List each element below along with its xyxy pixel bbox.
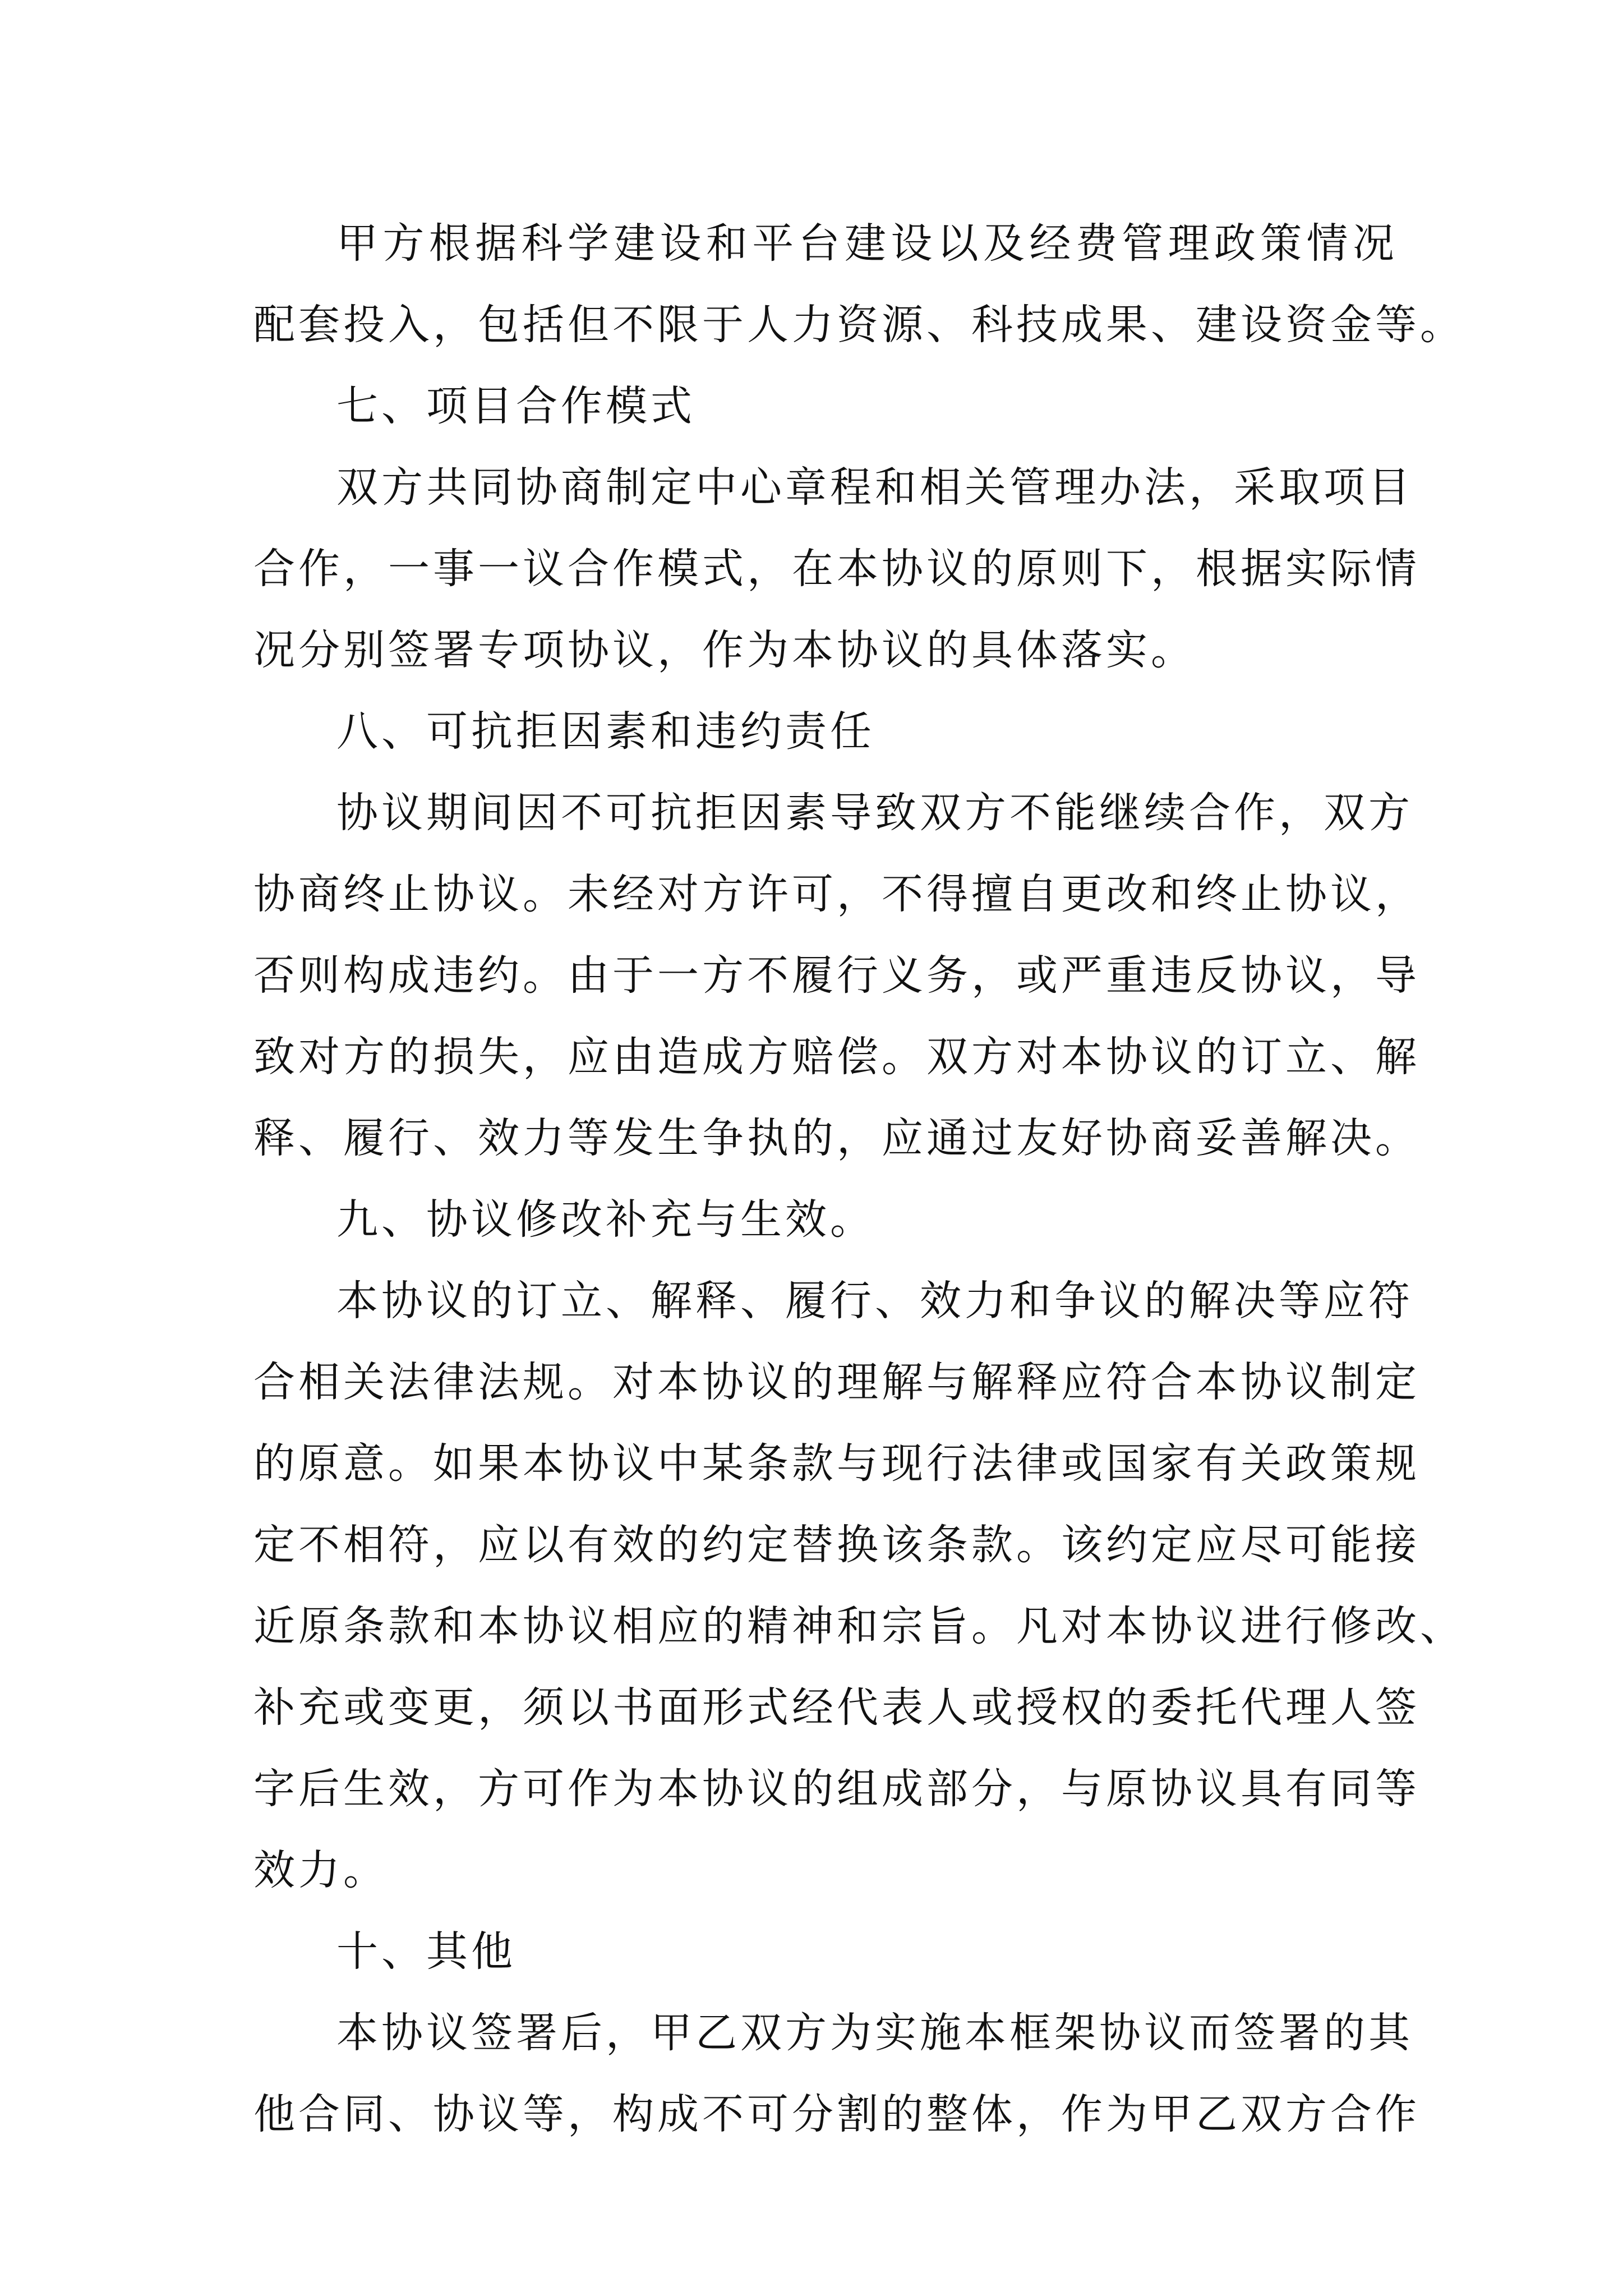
document-line: 定不相符，应以有效的约定替换该条款。该约定应尽可能接 [253, 1521, 1420, 1569]
document-line: 他合同、协议等，构成不可分割的整体，作为甲乙双方合作 [253, 2090, 1420, 2138]
document-line: 十、其他 [336, 1927, 516, 1976]
document-body [253, 203, 1465, 2155]
document-line: 协议期间因不可抗拒因素导致双方不能继续合作，双方 [336, 789, 1413, 837]
document-line: 致对方的损失，应由造成方赔偿。双方对本协议的订立、解 [253, 1033, 1420, 1081]
document-line: 甲方根据科学建设和平台建设以及经费管理政策情况 [336, 219, 1398, 268]
document-line: 配套投入，包括但不限于人力资源、科技成果、建设资金等。 [253, 301, 1465, 349]
document-line: 九、协议修改补充与生效。 [336, 1195, 875, 1244]
document-line: 协商终止协议。未经对方许可，不得擅自更改和终止协议， [253, 870, 1420, 918]
document-line: 本协议签署后，甲乙双方为实施本框架协议而签署的其 [336, 2009, 1413, 2057]
document-line: 否则构成违约。由于一方不履行义务，或严重违反协议，导 [253, 951, 1420, 1000]
document-line: 补充或变更，须以书面形式经代表人或授权的委托代理人签 [253, 1683, 1420, 1732]
document-line: 八、可抗拒因素和违约责任 [336, 707, 875, 756]
document-line: 字后生效，方可作为本协议的组成部分，与原协议具有同等 [253, 1765, 1420, 1813]
document-line: 合相关法律法规。对本协议的理解与解释应符合本协议制定 [253, 1358, 1420, 1406]
document-line: 的原意。如果本协议中某条款与现行法律或国家有关政策规 [253, 1439, 1420, 1488]
document-line: 本协议的订立、解释、履行、效力和争议的解决等应符 [336, 1277, 1413, 1325]
document-line: 效力。 [253, 1846, 388, 1894]
document-line: 七、项目合作模式 [336, 382, 695, 430]
document-line: 况分别签署专项协议，作为本协议的具体落实。 [253, 626, 1196, 674]
document-line: 释、履行、效力等发生争执的，应通过友好协商妥善解决。 [253, 1114, 1420, 1162]
document-line: 双方共同协商制定中心章程和相关管理办法，采取项目 [336, 463, 1413, 512]
document-line: 近原条款和本协议相应的精神和宗旨。凡对本协议进行修改、 [253, 1602, 1465, 1650]
document-line: 合作，一事一议合作模式，在本协议的原则下，根据实际情 [253, 545, 1420, 593]
